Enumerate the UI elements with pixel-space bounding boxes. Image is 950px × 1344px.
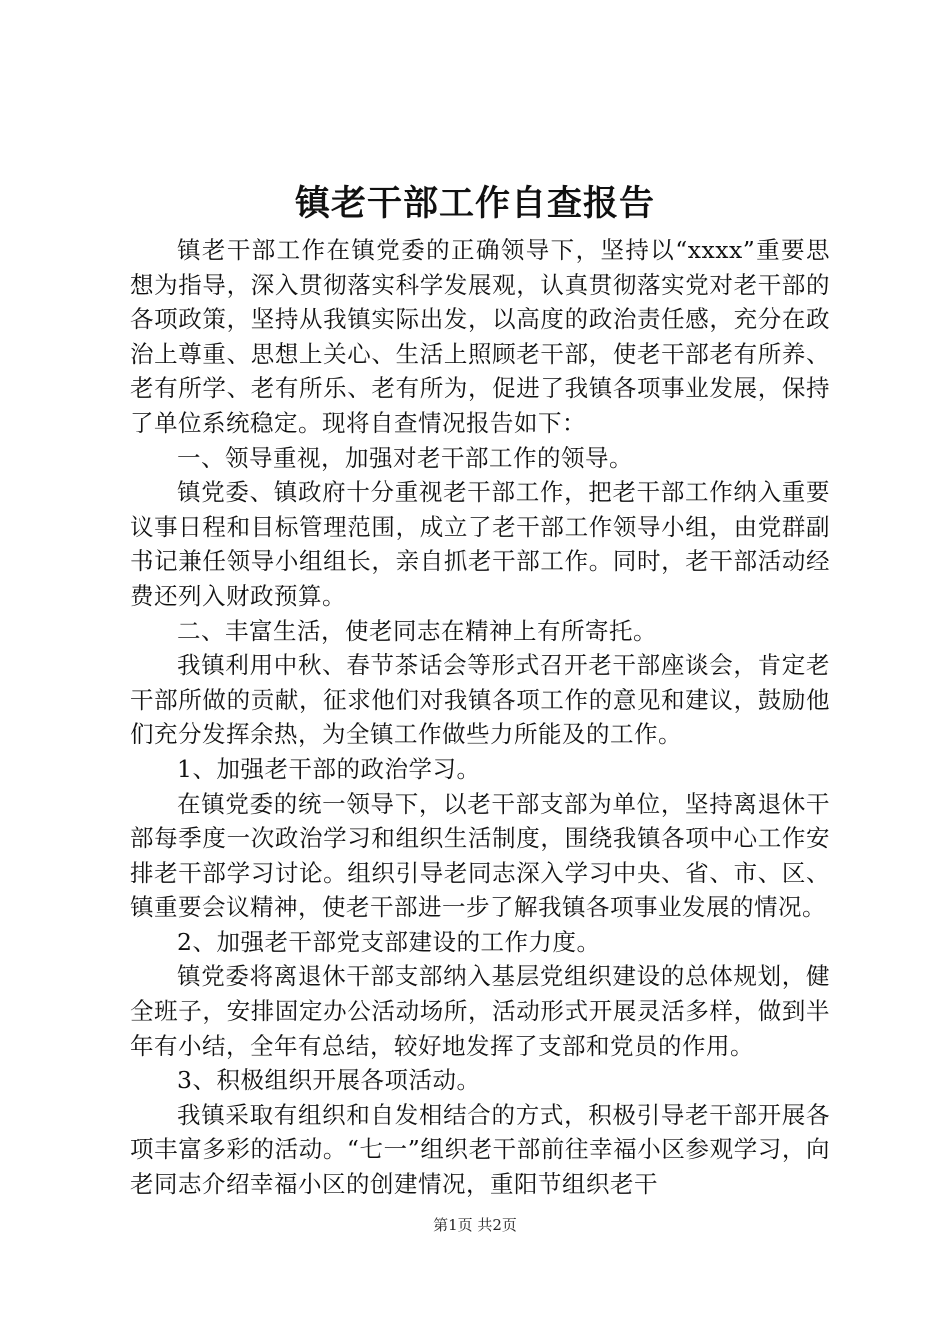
document-body — [130, 233, 830, 1202]
paragraph-activities: 我镇采取有组织和自发相结合的方式，积极引导老干部开展各项丰富多彩的活动。“七一”组织老干部前往幸福小区参观学习，向老同志介绍幸福小区的创建情况，重阳节组织老干 — [130, 1100, 830, 1199]
subsection-heading-2: 2、加强老干部党支部建设的工作力度。 — [177, 927, 601, 956]
section-heading-1: 一、领导重视，加强对老干部工作的领导。 — [177, 443, 633, 472]
paragraph-branch-building: 镇党委将离退休干部支部纳入基层党组织建设的总体规划，健全班子，安排固定办公活动场所，活动形式开展灵活多样，做到半年有小结，全年有总结，较好地发挥了支部和党员的作用。 — [130, 962, 830, 1060]
paragraph-political-study: 在镇党委的统一领导下，以老干部支部为单位，坚持离退休干部每季度一次政治学习和组织生活制度，围绕我镇各项中心工作安排老干部学习讨论。组织引导老同志深入学习中央、省、市、区、镇重要会议精神，使老干部进一步了解我镇各项事业发展的情况。 — [130, 789, 830, 922]
paragraph-leadership: 镇党委、镇政府十分重视老干部工作，把老干部工作纳入重要议事日程和目标管理范围，成立了老干部工作领导小组，由党群副书记兼任领导小组组长，亲自抓老干部工作。同时，老干部活动经费还列入财政预算。 — [130, 478, 830, 610]
page-footer: 第1页 共2页 — [433, 1216, 517, 1234]
subsection-heading-3: 3、积极组织开展各项活动。 — [177, 1066, 481, 1095]
paragraph-enrich-life: 我镇利用中秋、春节茶话会等形式召开老干部座谈会，肯定老干部所做的贡献，征求他们对我镇各项工作的意见和建议，鼓励他们充分发挥余热，为全镇工作做些力所能及的工作。 — [130, 651, 830, 749]
paragraph-intro: 镇老干部工作在镇党委的正确领导下，坚持以“xxxx”重要思想为指导，深入贯彻落实科学发展观，认真贯彻落实党对老干部的各项政策，坚持从我镇实际出发，以高度的政治责任感，充分在政治上尊重、思想上关心、生活上照顾老干部，使老干部老有所养、老有所学、老有所乐、老有所为，促进了我镇各项事业发展，保持了单位系统稳定。现将自查情况报告如下： — [130, 236, 830, 437]
subsection-heading-1: 1、加强老干部的政治学习。 — [177, 754, 481, 783]
document-title: 镇老干部工作自查报告 — [294, 183, 655, 224]
section-heading-2: 二、丰富生活，使老同志在精神上有所寄托。 — [177, 616, 657, 645]
